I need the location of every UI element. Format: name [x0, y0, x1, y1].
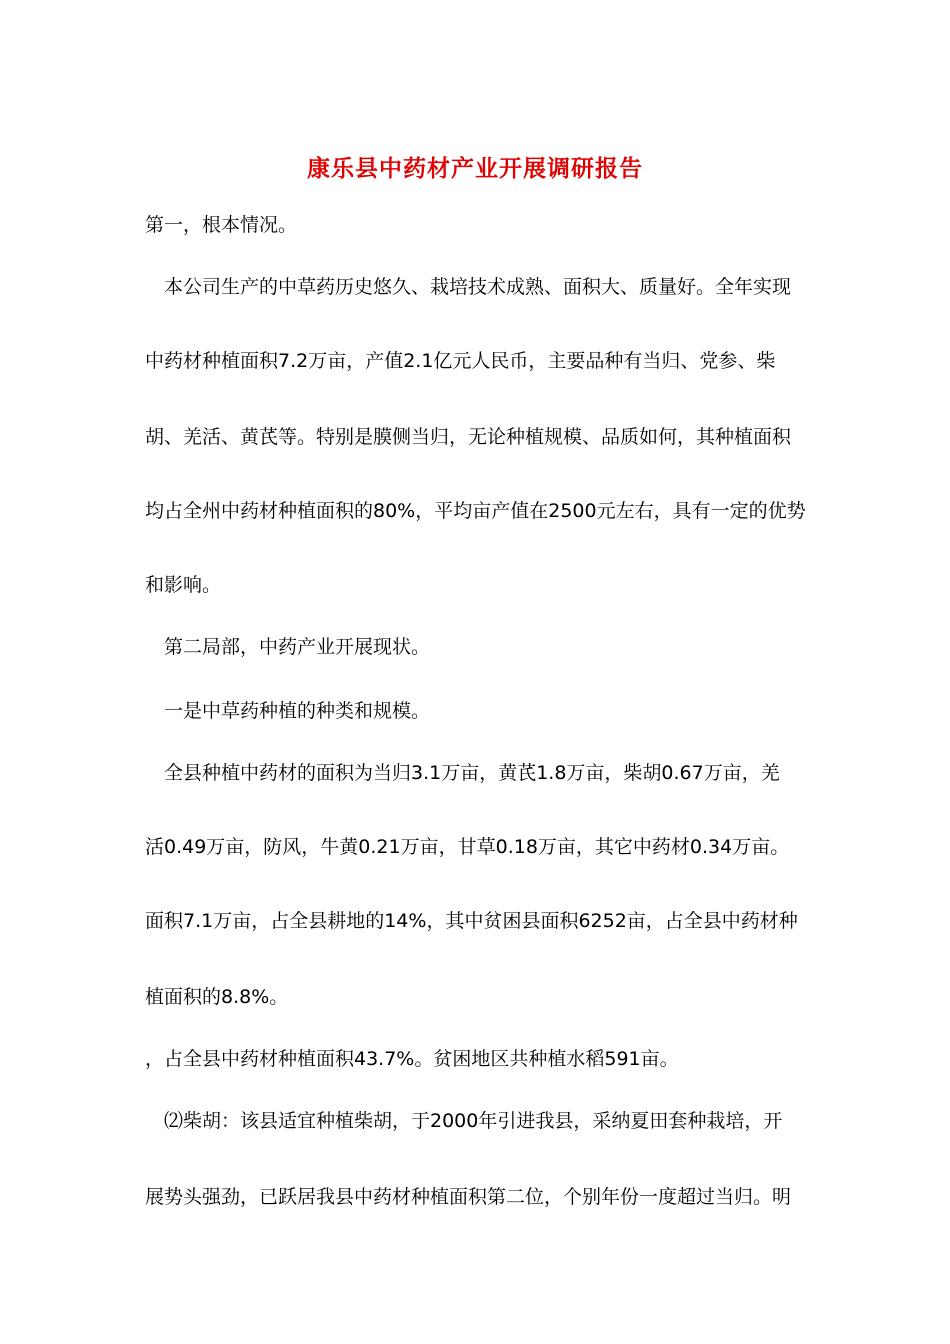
paragraph-line: 中药材种植面积7.2万亩，产值2.1亿元人民币，主要品种有当归、党参、柴 [145, 350, 776, 372]
paragraph-line: 和影响。 [145, 574, 222, 596]
paragraph-line: 均占全州中药材种植面积的80%，平均亩产值在2500元左右，具有一定的优势 [145, 500, 806, 522]
paragraph-line: ⑵柴胡：该县适宜种植柴胡，于2000年引进我县，采纳夏田套种栽培，开 [164, 1110, 783, 1132]
paragraph-line: 全县种植中药材的面积为当归3.1万亩，黄芪1.8万亩，柴胡0.67万亩，羌 [164, 762, 780, 784]
document-title: 康乐县中药材产业开展调研报告 [307, 156, 643, 182]
paragraph-line: 植面积的8.8%。 [145, 986, 289, 1008]
paragraph-line: 第一，根本情况。 [145, 214, 298, 236]
paragraph-line: 一是中草药种植的种类和规模。 [164, 700, 431, 722]
paragraph-line: ，占全县中药材种植面积43.7%。贫困地区共种植水稻591亩。 [145, 1048, 679, 1070]
paragraph-line: 展势头强劲，已跃居我县中药材种植面积第二位，个别年份一度超过当归。明 [145, 1186, 792, 1208]
paragraph-line: 第二局部，中药产业开展现状。 [164, 636, 431, 658]
paragraph-line: 活0.49万亩，防风，牛黄0.21万亩，甘草0.18万亩，其它中药材0.34万亩。 [145, 836, 790, 858]
paragraph-line: 胡、羌活、黄芪等。特别是膜侧当归，无论种植规模、品质如何，其种植面积 [145, 426, 792, 448]
paragraph-line: 本公司生产的中草药历史悠久、栽培技术成熟、面积大、质量好。全年实现 [164, 276, 792, 298]
paragraph-line: 面积7.1万亩，占全县耕地的14%，其中贫困县面积6252亩，占全县中药材种 [145, 910, 798, 932]
